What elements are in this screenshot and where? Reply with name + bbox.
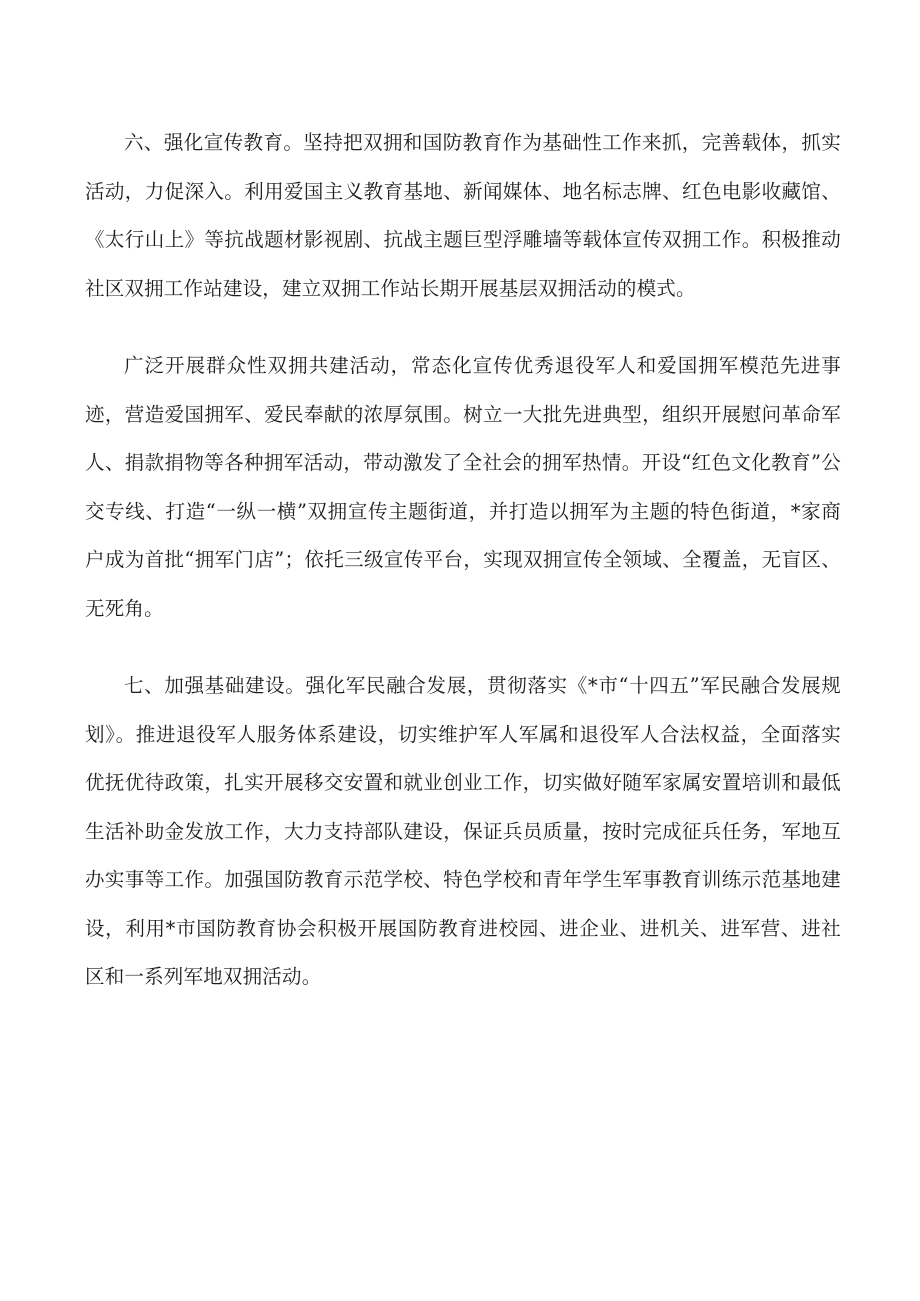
document-body: [85, 119, 841, 1031]
paragraph-mass-activities: 广泛开展群众性双拥共建活动，常态化宣传优秀退役军人和爱国拥军模范先进事迹，营造爱国拥军、爱民奉献的浓厚氛围。树立一大批先进典型，组织开展慰问革命军人、捐款捐物等各种拥军活动，带动激发了全社会的拥军热情。开设“红色文化教育”公交专线、打造“一纵一横”双拥宣传主题街道，并打造以拥军为主题的特色街道，*家商户成为首批“拥军门店”；依托三级宣传平台，实现双拥宣传全领域、全覆盖，无盲区、无死角。: [85, 354, 841, 620]
paragraph-propaganda-education: 六、强化宣传教育。坚持把双拥和国防教育作为基础性工作来抓，完善载体，抓实活动，力促深入。利用爱国主义教育基地、新闻媒体、地名标志牌、红色电影收藏馆、《太行山上》等抗战题材影视剧、抗战主题巨型浮雕墙等载体宣传双拥工作。积极推动社区双拥工作站建设，建立双拥工作站长期开展基层双拥活动的模式。: [85, 131, 841, 300]
paragraph-infrastructure: 七、加强基础建设。强化军民融合发展，贯彻落实《*市“十四五”军民融合发展规划》。推进退役军人服务体系建设，切实维护军人军属和退役军人合法权益，全面落实优抚优待政策，扎实开展移交安置和就业创业工作，切实做好随军家属安置培训和最低生活补助金发放工作，大力支持部队建设，保证兵员质量，按时完成征兵任务，军地互办实事等工作。加强国防教育示范学校、特色学校和青年学生军事教育训练示范基地建设，利用*市国防教育协会积极开展国防教育进校园、进企业、进机关、进军营、进社区和一系列军地双拥活动。: [85, 674, 841, 988]
